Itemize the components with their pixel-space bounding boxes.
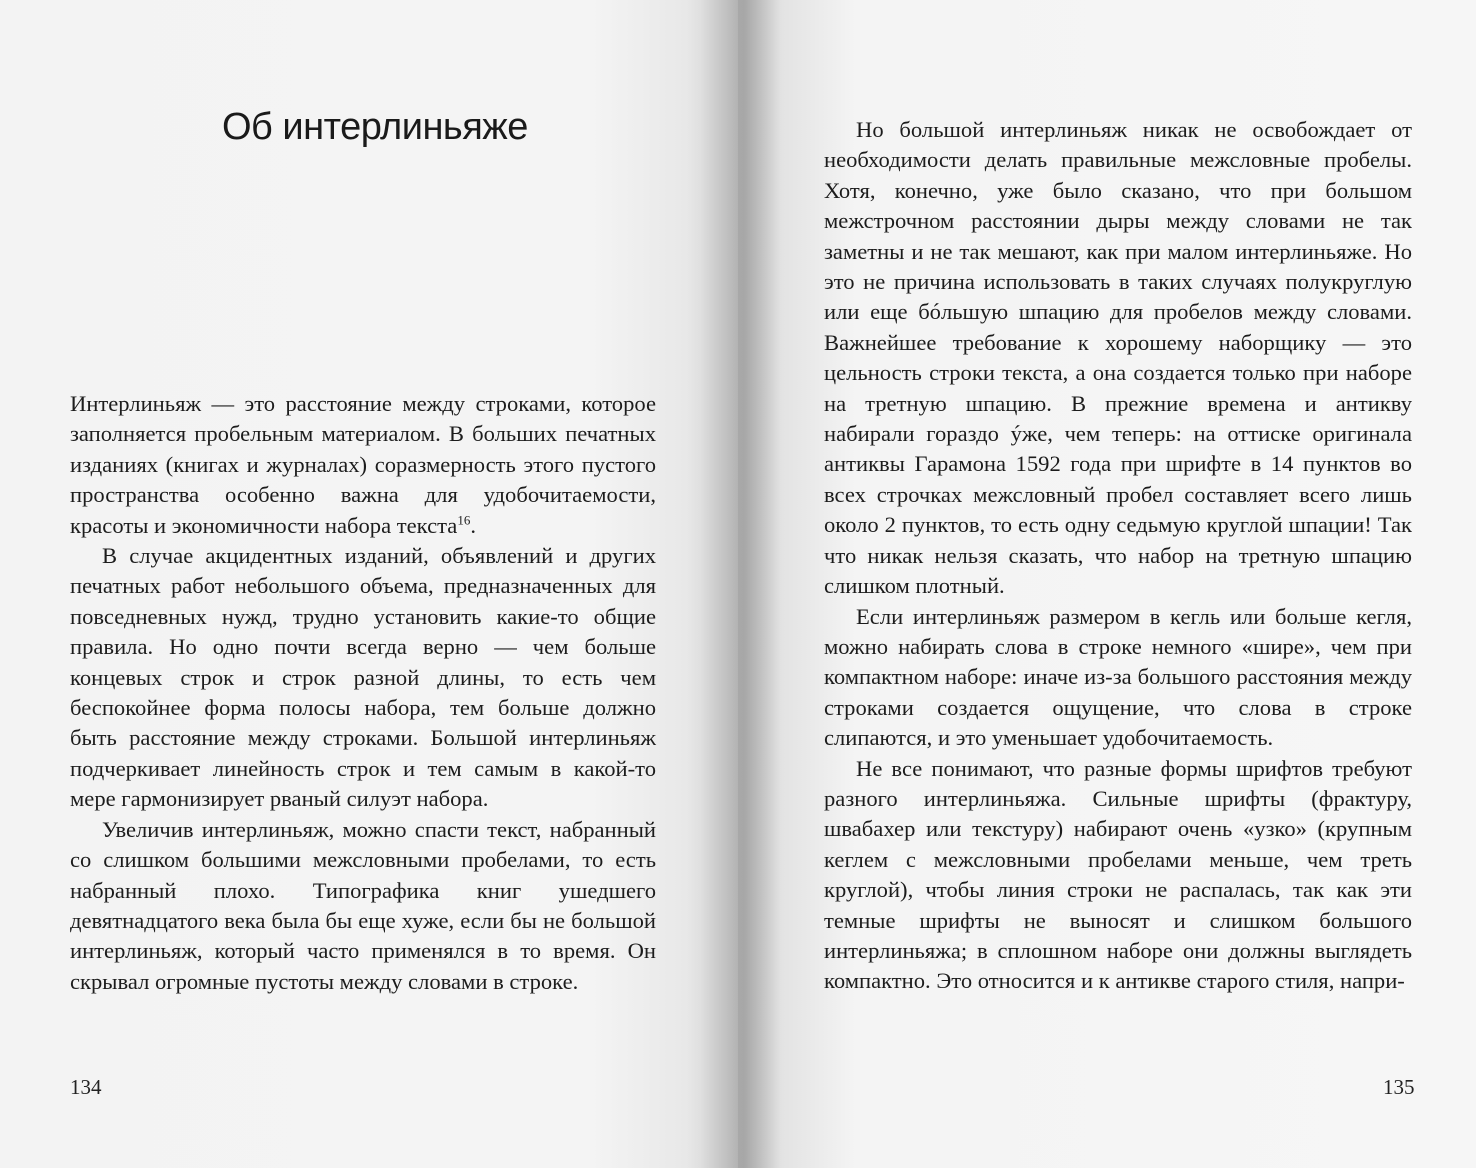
left-page-body xyxy=(70,389,656,997)
paragraph: Интерлиньяж — это расстояние между строками, которое заполняется пробельным материалом. В больших печатных изданиях (книгах и журналах) соразмерность этого пустого пространства особенно важна для удобочитаемости, красоты и экономичности набора текста$^{16}$. xyxy=(70,391,656,538)
page-number: 134 xyxy=(70,1075,102,1099)
right-page-body xyxy=(824,115,1412,997)
right-page xyxy=(738,0,1476,1168)
paragraph: Если интерлиньяж размером в кегль или больше кегля, можно набирать слова в строке немного «шире», чем при компактном наборе: иначе из-за большого расстояния между строками создается ощущение, что слова в строке слипаются, и это уменьшает удобочитаемость. xyxy=(824,603,1412,751)
paragraph: Не все понимают, что разные формы шрифтов требуют разного интерлиньяжа. Сильные шрифты (фрактуру, швабахер или текстуру) набирают очень «узко» (крупным кеглем с межсловными пробелами меньше, чем треть круглой), чтобы линия строки не распалась, так как эти темные шрифты не выносят и слишком большого интерлиньяжа; в сплошном наборе они должны выглядеть компактно. Это относится и к антикве старого стиля, напри- xyxy=(824,755,1412,994)
paragraph: Но большой интерлиньяж никак не освобождает от необходимости делать правильные межсловные пробелы. Хотя, конечно, уже было сказано, что при большом межстрочном расстоянии дыры между словами не так заметны и не так мешают, как при малом интерлиньяже. Но это не причина использовать в таких случаях полукруглую или еще бóльшую шпацию для пробелов между словами. Важнейшее требование к хорошему наборщику — это цельность строки текста, а она создается только при наборе на третную шпацию. В прежние времена и антикву набирали гораздо ýже, чем теперь: на оттиске оригинала антиквы Гарамона 1592 года при шрифте в 14 пунктов во всех строчках межсловный пробел составляет всего лишь около 2 пунктов, то есть одну седьмую круглой шпации! Так что никак нельзя сказать, что набор на третную шпацию слишком плотный. xyxy=(824,117,1412,599)
paragraph: В случае акцидентных изданий, объявлений и других печатных работ небольшого объема, предназначенных для повседневных нужд, трудно установить какие-то общие правила. Но одно почти всегда верно — чем больше концевых строк и строк разной длины, то есть чем беспокойнее форма полосы набора, тем больше должно быть расстояние между строками. Большой интерлиньяж подчеркивает линейность строк и тем самым в какой-то мере гармонизирует рваный силуэт набора. xyxy=(70,543,656,812)
footnote-reference[interactable]: 16 xyxy=(457,512,471,528)
chapter-title: Об интерлиньяже xyxy=(222,106,528,148)
paragraph: Увеличив интерлиньяж, можно спасти текст, набранный со слишком большими межсловными пробелами, то есть набранный плохо. Типографика книг ушедшего девятнадцатого века была бы еще хуже, если бы не большой интерлиньяж, который часто применялся в то время. Он скрывал огромные пустоты между словами в строке. xyxy=(70,816,656,994)
page-number: 135 xyxy=(1383,1075,1415,1099)
